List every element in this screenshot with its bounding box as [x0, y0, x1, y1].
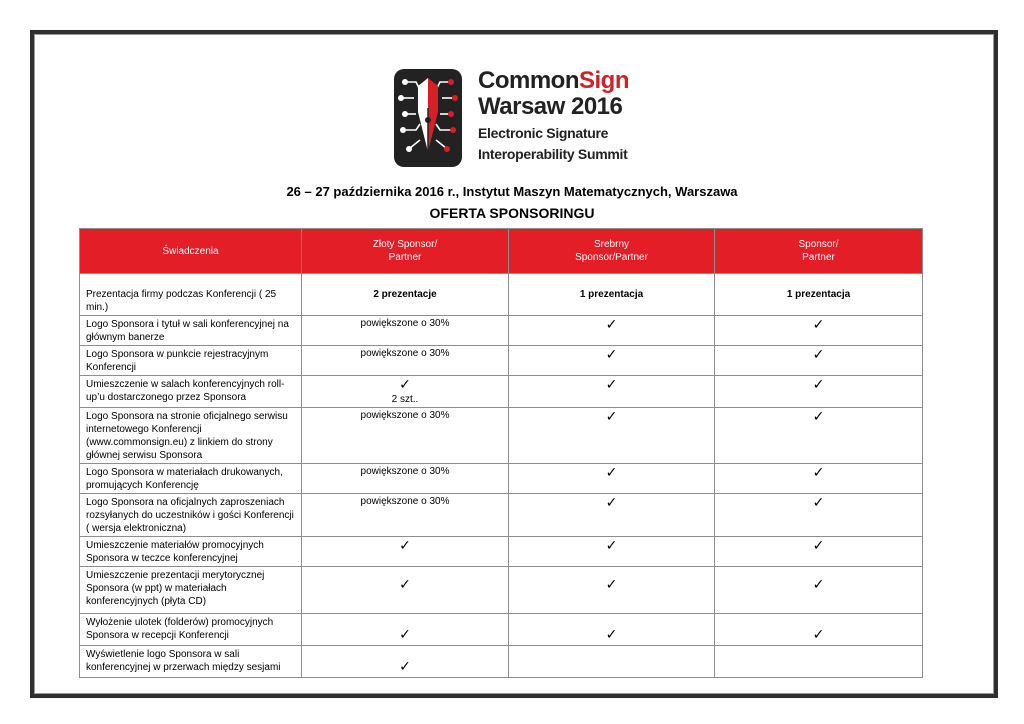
table-row: [80, 316, 923, 346]
check-icon: ✓: [399, 626, 411, 642]
check-icon: ✓: [399, 658, 411, 674]
gold-cell: [302, 376, 509, 408]
check-icon: ✓: [399, 376, 411, 392]
sponsor-cell: 1 prezentacja: [715, 274, 923, 316]
benefit-label: Wyłożenie ulotek (folderów) promocyjnych Sponsora w recepcji Konferencji: [80, 614, 302, 646]
check-icon: ✓: [605, 576, 618, 592]
gold-cell: [302, 646, 509, 678]
benefit-label: Logo Sponsora na oficjalnych zaproszeniach rozsyłanych do uczestników i gości Konferencji ( wersja elektroniczna): [80, 494, 302, 537]
column-header-gold: Złoty Sponsor/ Partner: [302, 229, 509, 274]
table-row: [80, 614, 923, 646]
check-icon: ✓: [812, 494, 825, 510]
silver-cell: [509, 346, 715, 376]
check-icon: ✓: [812, 576, 825, 592]
benefit-label: Logo Sponsora w punkcie rejestracyjnym Konferencji: [80, 346, 302, 376]
silver-cell: [509, 614, 715, 646]
sponsorship-table: [79, 228, 923, 678]
table-row: [80, 494, 923, 537]
sponsor-cell: [715, 537, 923, 567]
column-header-sponsor: Sponsor/ Partner: [715, 229, 923, 274]
benefit-label: Umieszczenie materiałów promocyjnych Sponsora w teczce konferencyjnej: [80, 537, 302, 567]
table-row: [80, 646, 923, 678]
gold-cell: powiększone o 30%: [302, 464, 509, 494]
pen-nib-logo-icon: [392, 68, 464, 168]
check-icon: ✓: [399, 576, 411, 592]
logo-tagline-1: Electronic Signature: [478, 125, 609, 141]
sponsor-cell: [715, 346, 923, 376]
table-row: [80, 464, 923, 494]
sponsor-cell: [715, 464, 923, 494]
table-row: [80, 567, 923, 614]
check-icon: ✓: [605, 316, 618, 332]
benefit-label: Logo Sponsora na stronie oficjalnego serwisu internetowego Konferencji (www.commonsign.eu) z linkiem do strony głównej serwisu Sponsora: [80, 408, 302, 464]
benefit-label: Umieszczenie prezentacji merytorycznej Sponsora (w ppt) w materiałach konferencyjnych (płyta CD): [80, 567, 302, 614]
benefit-label: Wyświetlenie logo Sponsora w sali konferencyjnej w przerwach między sesjami: [80, 646, 302, 678]
check-icon: ✓: [812, 376, 825, 392]
sponsor-cell: [715, 408, 923, 464]
table-row: [80, 537, 923, 567]
check-icon: ✓: [605, 376, 618, 392]
event-logo: [392, 67, 629, 168]
table-row: [80, 408, 923, 464]
logo-tagline-2: Interoperability Summit: [478, 146, 628, 162]
logo-title: CommonSign: [478, 67, 629, 94]
column-header-benefits: Świadczenia: [80, 229, 302, 274]
check-icon: ✓: [812, 346, 825, 362]
check-icon: ✓: [812, 408, 825, 424]
benefit-label: Prezentacja firmy podczas Konferencji ( 25 min.): [80, 274, 302, 316]
silver-cell: [509, 567, 715, 614]
gold-cell: powiększone o 30%: [302, 494, 509, 537]
page-title: OFERTA SPONSORINGU: [429, 205, 595, 221]
logo-subtitle: Warsaw 2016: [478, 93, 623, 120]
column-header-silver: Srebrny Sponsor/Partner: [509, 229, 715, 274]
check-icon: ✓: [605, 626, 618, 642]
silver-cell: 1 prezentacja: [509, 274, 715, 316]
sponsor-cell: [715, 376, 923, 408]
benefit-label: Umieszczenie w salach konferencyjnych roll-up’u dostarczonego przez Sponsora: [80, 376, 302, 408]
sponsor-cell: [715, 646, 923, 678]
check-icon: ✓: [812, 626, 825, 642]
gold-cell: [302, 567, 509, 614]
roll-up-quantity: 2 szt..: [391, 394, 419, 405]
benefit-label: Logo Sponsora i tytuł w sali konferencyjnej na głównym banerze: [80, 316, 302, 346]
silver-cell: [509, 408, 715, 464]
sponsor-cell: [715, 567, 923, 614]
table-row: [80, 346, 923, 376]
check-icon: ✓: [812, 316, 825, 332]
sponsor-cell: [715, 316, 923, 346]
check-icon: ✓: [605, 494, 618, 510]
silver-cell: [509, 316, 715, 346]
gold-cell: powiększone o 30%: [302, 346, 509, 376]
silver-cell: [509, 376, 715, 408]
gold-cell: [302, 614, 509, 646]
table-row: [80, 376, 923, 408]
check-icon: ✓: [399, 537, 411, 553]
table-header-row: [80, 229, 923, 274]
silver-cell: [509, 646, 715, 678]
check-icon: ✓: [812, 464, 825, 480]
gold-cell: powiększone o 30%: [302, 408, 509, 464]
gold-cell: powiększone o 30%: [302, 316, 509, 346]
benefit-label: Logo Sponsora w materiałach drukowanych, promujących Konferencję: [80, 464, 302, 494]
gold-cell: 2 prezentacje: [302, 274, 509, 316]
check-icon: ✓: [605, 408, 618, 424]
silver-cell: [509, 464, 715, 494]
sponsor-cell: [715, 494, 923, 537]
check-icon: ✓: [605, 537, 618, 553]
event-date-venue: 26 – 27 października 2016 r., Instytut Maszyn Matematycznych, Warszawa: [286, 184, 738, 199]
silver-cell: [509, 537, 715, 567]
table-row: [80, 274, 923, 316]
silver-cell: [509, 494, 715, 537]
check-icon: ✓: [605, 464, 618, 480]
sponsor-cell: [715, 614, 923, 646]
gold-cell: [302, 537, 509, 567]
check-icon: ✓: [605, 346, 618, 362]
check-icon: ✓: [812, 537, 825, 553]
